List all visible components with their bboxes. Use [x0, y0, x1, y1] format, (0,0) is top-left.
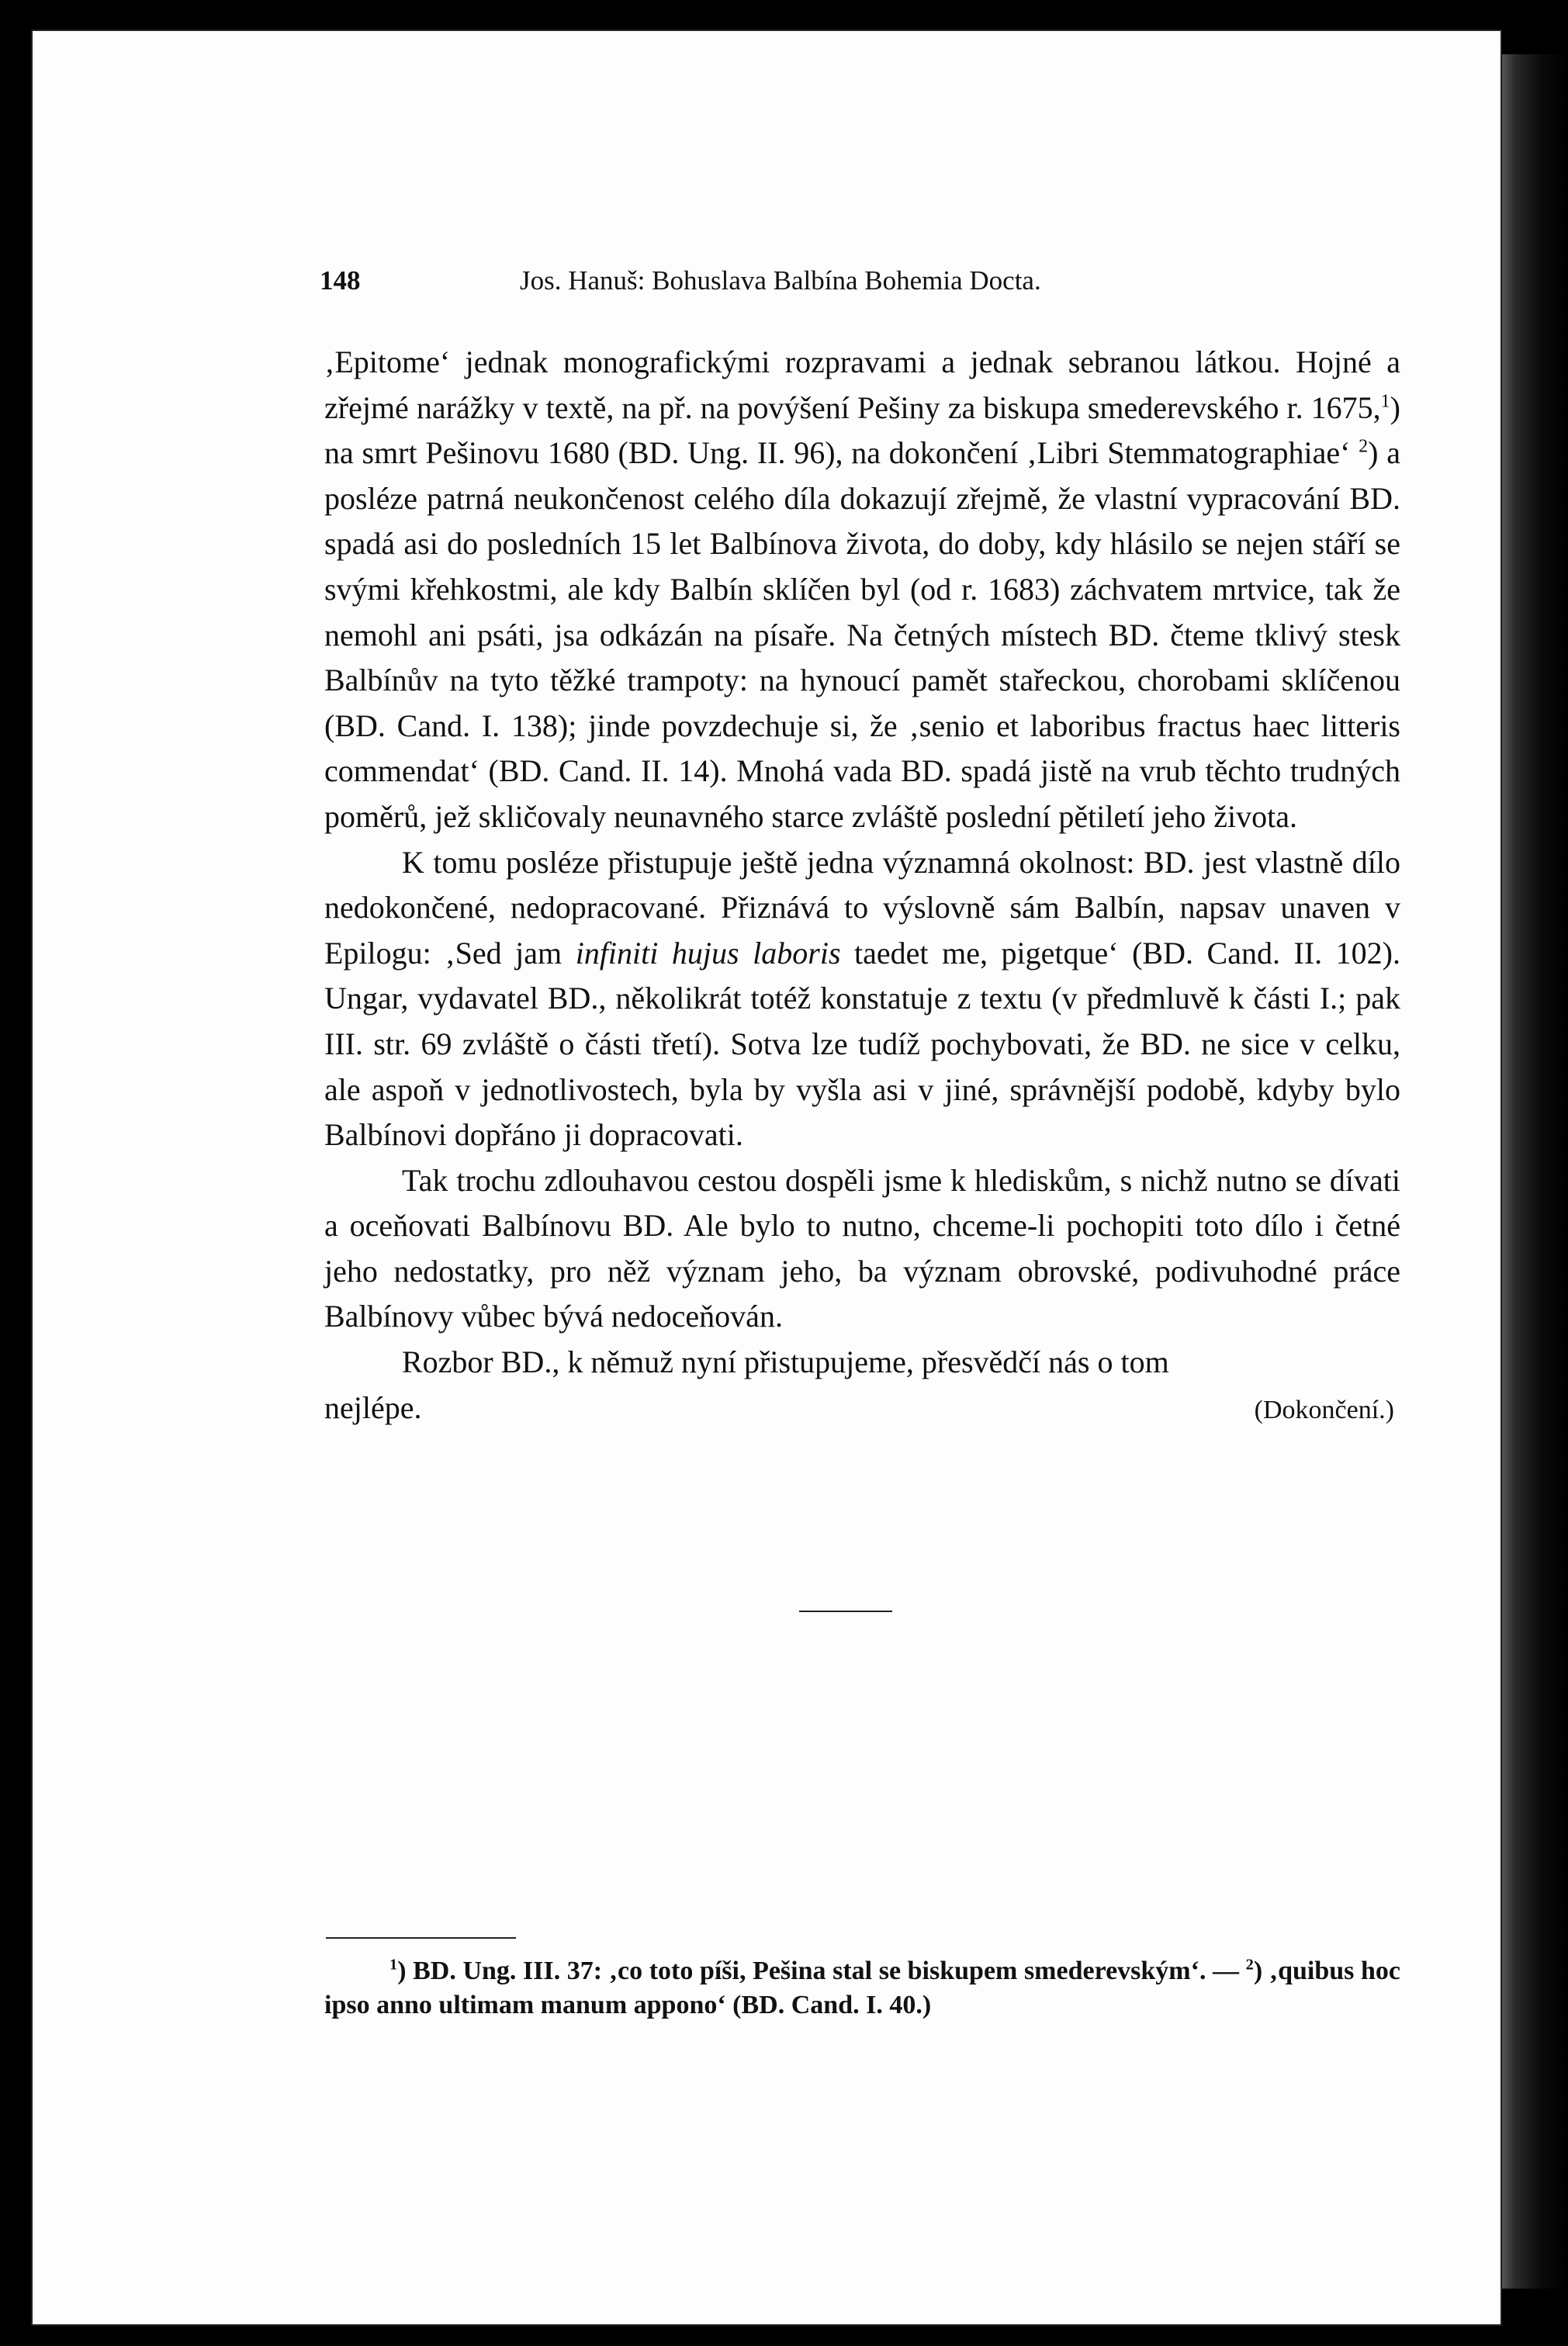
footnote-2-text: ) ‚quibus hoc ipso anno ultimam manum appono‘ (BD. Cand. I. 40.): [324, 1957, 1400, 2019]
paragraph-4-text: Rozbor BD., k němuž nyní přistupujeme, přesvědčí nás o tom: [402, 1344, 1169, 1380]
paragraph-2-text-b: taedet me, pigetque‘ (BD. Cand. II. 102). Ungar, vydavatel BD., několikrát totéž konstatuje z textu (v předmluvě k části I.; pak III. str. 69 zvláště o části třetí). Sotva lze tudíž pochybovati, že BD. ne sice v celku, ale aspoň v jednotlivostech, byla by vyšla asi v jiné, správnější podobě, kdyby bylo Balbínovi dopřáno ji dopracovati.: [324, 935, 1400, 1153]
paragraph-1: [324, 340, 1400, 840]
latin-italic-phrase: infiniti hujus laboris: [575, 935, 841, 971]
paragraph-4-last-word: nejlépe.: [324, 1389, 422, 1425]
paragraph-3: Tak trochu zdlouhavou cestou dospěli jsme k hlediskům, s nichž nutno se dívati a oceňovati Balbínovu BD. Ale bylo to nutno, chceme-li pochopiti toto dílo i četné jeho nedostatky, pro něž význam jeho, ba význam obrovské, podivuhodné práce Balbínovy vůbec bývá nedoceňován.: [324, 1162, 1400, 1334]
footnote-ref-1: 1: [1380, 391, 1390, 412]
paragraph-1-text-b: ) na smrt Pešinovu 1680 (BD. Ung. II. 96), na dokončení ‚Libri Stemmatographiae‘: [324, 389, 1400, 471]
paragraph-4-last-line: [324, 1386, 1400, 1434]
paragraph-1-text-c: ) a posléze patrná neukončenost celého díla dokazují zřejmě, že vlastní vypracování BD. spadá asi do posledních 15 let Balbínova života, do doby, kdy hlásilo se nejen stáří se svými křehkostmi, ale kdy Balbín sklíčen byl (od r. 1683) záchvatem mrtvice, tak že nemohl ani psáti, jsa odkázán na písaře. Na četných místech BD. čteme tklivý stesk Balbínův na tyto těžké trampoty: na hynoucí pamět stařeckou, chorobami sklíčenou (BD. Cand. I. 138); jinde povzdechuje si, že ‚senio et laboribus fractus haec litteris commendat‘ (BD. Cand. II. 14). Mnohá vada BD. spadá jistě na vrub těchto trudných poměrů, jež skličovaly neunavného starce zvláště poslední pětiletí jeho života.: [324, 435, 1400, 834]
paragraph-2: [324, 840, 1400, 1158]
footnote-ref-2: 2: [1359, 436, 1369, 457]
body-text: [324, 340, 1400, 1433]
continuation-note: (Dokončení.): [1254, 1395, 1394, 1424]
paragraph-1-text-a: ‚Epitome‘ jednak monografickými rozpravami a jednak sebranou látkou. Hojné a zřejmé narážky v textě, na př. na povýšení Pešiny za biskupa smederevského r. 1675,: [324, 344, 1400, 425]
page-edge-shadow: [1502, 54, 1568, 2289]
paragraph-2-text-a: K tomu posléze přistupuje ještě jedna významná okolnost: BD. jest vlastně dílo nedokončené, nedopracované. Přiznává to výslovně sám Balbín, napsav unaven v Epilogu: ‚Sed jam: [324, 844, 1400, 971]
footnote-2-mark: 2: [1245, 1956, 1254, 1974]
footnote-1-text: ) BD. Ung. III. 37: ‚co toto píši, Pešina stal se biskupem smederevským‘. —: [397, 1957, 1246, 1985]
section-end-rule: [799, 1611, 892, 1612]
page-number: 148: [320, 265, 361, 296]
paragraph-4: [324, 1340, 1400, 1386]
footnote-1-mark: 1: [389, 1956, 398, 1974]
running-head: [320, 264, 1406, 298]
footnotes: [324, 1954, 1400, 2022]
running-title: Jos. Hanuš: Bohuslava Balbína Bohemia Docta.: [520, 265, 1041, 296]
footnote-separator: [326, 1937, 516, 1939]
